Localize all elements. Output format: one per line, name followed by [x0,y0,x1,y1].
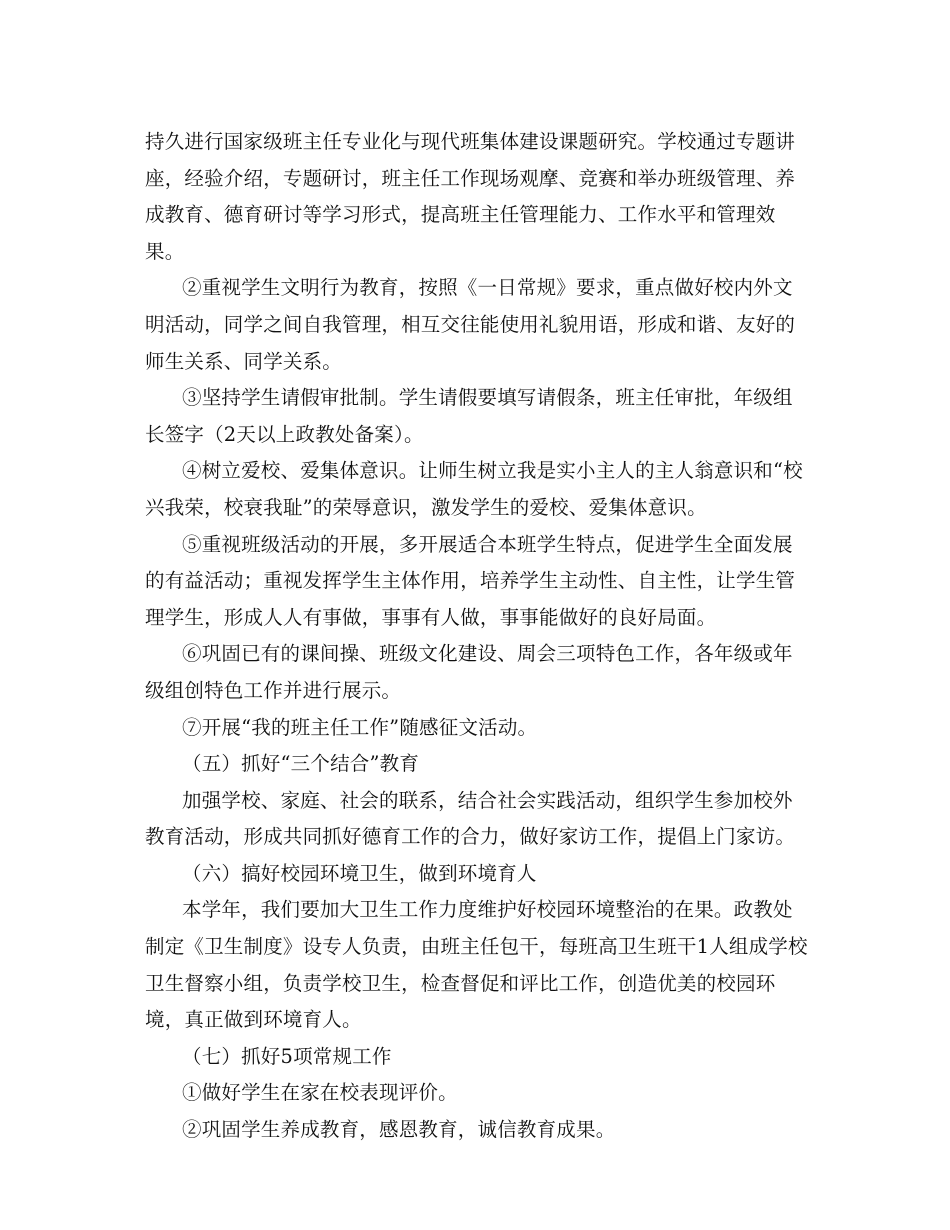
paragraph-item-5-class-activities: ⑤重视班级活动的开展，多开展适合本班学生特点，促进学生全面发展的有益活动；重视发挥学生主体作用，培养学生主动性、自主性，让学生管理学生，形成人人有事做，事事有人做，事事能做好的良好局面。 [145,532,796,629]
section-heading-6: （六）搞好校园环境卫生，做到环境育人 [182,861,537,885]
section-heading-5: （五）抓好“三个结合”教育 [182,752,420,776]
paragraph-three-combinations: 加强学校、家庭、社会的联系，结合社会实践活动，组织学生参加校外教育活动，形成共同抓好德育工作的合力，做好家访工作，提倡上门家访。 [145,788,796,849]
paragraph-item-3-leave: ③坚持学生请假审批制。学生请假要填写请假条，班主任审批，年级组长签字（2天以上政教处备案）。 [145,386,793,446]
section-heading-7: （七）抓好5项常规工作 [182,1044,392,1068]
document-body [145,124,810,1149]
paragraph-item-7-essay: ⑦开展“我的班主任工作”随感征文活动。 [182,715,538,739]
paragraph-routine-2: ②巩固学生养成教育，感恩教育，诚信教育成果。 [182,1118,616,1142]
paragraph-hygiene: 本学年，我们要加大卫生工作力度维护好校园环境整治的在果。政教处制定《卫生制度》设专人负责，由班主任包干，每班高卫生班干1人组成学校卫生督察小组，负责学校卫生，检查督促和评比工作，创造优美的校园环境，真正做到环境育人。 [145,898,808,1032]
paragraph-routine-1: ①做好学生在家在校表现评价。 [182,1081,458,1105]
paragraph-research-continuation: 持久进行国家级班主任专业化与现代班集体建设课题研究。学校通过专题讲座，经验介绍，专题研讨，班主任工作现场观摩、竞赛和举办班级管理、养成教育、德育研讨等学习形式，提高班主任管理能力、工作水平和管理效果。 [145,130,796,263]
paragraph-item-4-school-love: ④树立爱校、爱集体意识。让师生树立我是实小主人的主人翁意识和“校兴我荣，校衰我耻”的荣辱意识，激发学生的爱校、爱集体意识。 [145,459,803,519]
paragraph-item-2-civility: ②重视学生文明行为教育，按照《一日常规》要求，重点做好校内外文明活动，同学之间自我管理，相互交往能使用礼貌用语，形成和谐、友好的师生关系、同学关系。 [145,276,796,373]
paragraph-item-6-features: ⑥巩固已有的课间操、班级文化建设、周会三项特色工作，各年级或年级组创特色工作并进行展示。 [145,642,793,702]
